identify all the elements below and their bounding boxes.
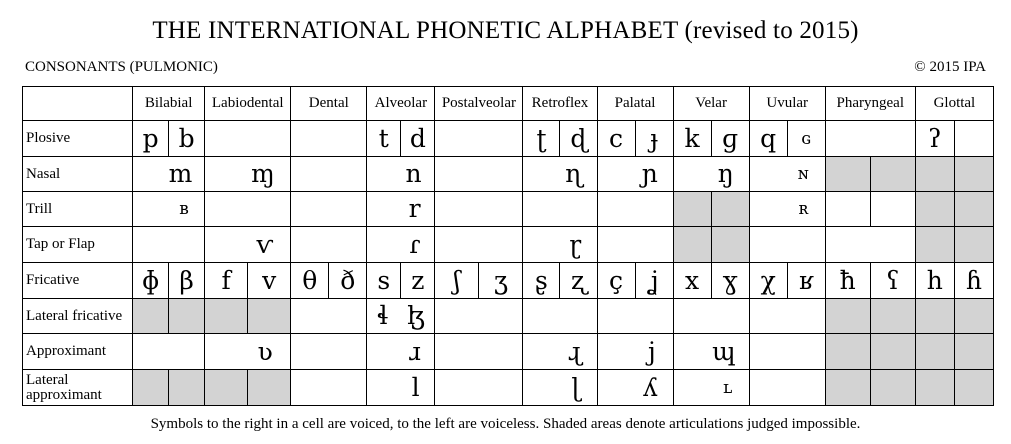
- symbol-cell: ð: [329, 263, 367, 299]
- symbol-cell: ɣ: [711, 263, 749, 299]
- symbol-cell: θ: [291, 263, 329, 299]
- impossible-cell: [133, 370, 169, 406]
- symbol-cell: x: [673, 263, 711, 299]
- symbol-cell: [291, 227, 367, 263]
- symbol-cell: [435, 370, 523, 406]
- impossible-cell: [954, 299, 993, 334]
- row-label: Fricative: [23, 263, 133, 299]
- voiced-symbol: ɾ: [409, 229, 421, 259]
- column-header: Bilabial: [133, 87, 205, 121]
- symbol-cell: [749, 334, 825, 370]
- symbol-cell: [205, 334, 291, 370]
- symbol-cell: ɸ: [133, 263, 169, 299]
- column-header: Glottal: [915, 87, 993, 121]
- voiced-symbol: m: [168, 159, 193, 188]
- impossible-cell: [954, 334, 993, 370]
- symbol-cell: [597, 227, 673, 263]
- symbol-cell: v: [248, 263, 291, 299]
- symbol-cell: [870, 192, 915, 227]
- impossible-cell: [248, 299, 291, 334]
- symbol-cell: [367, 192, 435, 227]
- symbol-cell: [205, 157, 291, 192]
- copyright-label: © 2015 IPA: [914, 59, 986, 75]
- symbol-cell: [367, 157, 435, 192]
- column-header: Uvular: [749, 87, 825, 121]
- voiced-symbol: n: [405, 159, 422, 188]
- symbol-cell: [749, 192, 825, 227]
- symbol-cell: [291, 157, 367, 192]
- column-header: Pharyngeal: [825, 87, 915, 121]
- symbol-cell: [673, 370, 749, 406]
- symbol-cell: [673, 299, 749, 334]
- column-header: Retroflex: [523, 87, 597, 121]
- column-header: Palatal: [597, 87, 673, 121]
- symbol-cell: [523, 157, 597, 192]
- chart-row: [23, 121, 994, 157]
- column-header: Dental: [291, 87, 367, 121]
- voiced-symbol: ɻ: [567, 336, 582, 366]
- impossible-cell: [825, 157, 870, 192]
- voiced-symbol: ŋ: [717, 159, 734, 188]
- voiced-symbol: ɲ: [641, 159, 658, 188]
- symbol-cell: [954, 121, 993, 157]
- symbol-cell: ʃ: [435, 263, 479, 299]
- symbol-cell: [523, 227, 597, 263]
- voiced-symbol: ʙ: [179, 199, 189, 219]
- impossible-cell: [169, 299, 205, 334]
- symbol-cell: [367, 299, 435, 334]
- voiced-symbol: r: [408, 194, 421, 223]
- symbol-cell: ɖ: [560, 121, 597, 157]
- voiced-symbol: ɭ: [571, 372, 581, 402]
- symbol-cell: ɢ: [787, 121, 825, 157]
- symbol-cell: [825, 227, 915, 263]
- impossible-cell: [915, 227, 954, 263]
- symbol-cell: [435, 227, 523, 263]
- impossible-cell: [954, 370, 993, 406]
- chart-row: [23, 192, 994, 227]
- symbol-cell: c: [597, 121, 635, 157]
- chart-row: [23, 157, 994, 192]
- corner-cell: [23, 87, 133, 121]
- symbol-cell: [133, 192, 205, 227]
- symbol-cell: [435, 299, 523, 334]
- symbol-cell: [205, 121, 291, 157]
- voiced-symbol: ʀ: [798, 199, 809, 219]
- symbol-cell: q: [749, 121, 787, 157]
- symbol-cell: ʂ: [523, 263, 560, 299]
- symbol-cell: h: [915, 263, 954, 299]
- symbol-cell: f: [205, 263, 248, 299]
- impossible-cell: [169, 370, 205, 406]
- symbol-cell: ʁ: [787, 263, 825, 299]
- symbol-cell: [523, 334, 597, 370]
- column-header: Velar: [673, 87, 749, 121]
- impossible-cell: [825, 370, 870, 406]
- chart-row: [23, 263, 994, 299]
- symbol-cell: [825, 121, 915, 157]
- impossible-cell: [870, 370, 915, 406]
- voiced-symbol: ɹ: [408, 336, 421, 366]
- chart-row: [23, 334, 994, 370]
- symbol-cell: [435, 192, 523, 227]
- symbol-cell: [673, 157, 749, 192]
- symbol-cell: [435, 157, 523, 192]
- symbol-cell: [291, 192, 367, 227]
- row-label: Plosive: [23, 121, 133, 157]
- symbol-cell: [749, 227, 825, 263]
- symbol-cell: ɟ: [635, 121, 673, 157]
- column-header-row: [23, 87, 994, 121]
- impossible-cell: [248, 370, 291, 406]
- voiced-symbol: ɴ: [797, 164, 809, 184]
- symbol-cell: [291, 121, 367, 157]
- symbol-cell: [597, 192, 673, 227]
- symbol-cell: k: [673, 121, 711, 157]
- impossible-cell: [915, 370, 954, 406]
- row-label: Lateral fricative: [23, 299, 133, 334]
- row-label: Approximant: [23, 334, 133, 370]
- symbol-cell: [291, 334, 367, 370]
- symbol-cell: t: [367, 121, 401, 157]
- impossible-cell: [870, 334, 915, 370]
- chart-row: [23, 227, 994, 263]
- symbol-cell: [597, 334, 673, 370]
- impossible-cell: [915, 192, 954, 227]
- voiced-symbol: ⱱ: [256, 229, 274, 259]
- symbol-cell: [133, 334, 205, 370]
- voiced-symbol: j: [648, 336, 656, 366]
- impossible-cell: [915, 334, 954, 370]
- voiced-symbol: l: [411, 372, 420, 402]
- symbol-cell: [291, 370, 367, 406]
- voiced-symbol: ʋ: [257, 336, 273, 366]
- symbol-cell: d: [401, 121, 435, 157]
- symbol-cell: [749, 157, 825, 192]
- voiced-symbol: ʟ: [722, 377, 733, 398]
- symbol-cell: z: [401, 263, 435, 299]
- impossible-cell: [954, 192, 993, 227]
- impossible-cell: [711, 192, 749, 227]
- symbol-cell: [133, 157, 205, 192]
- symbol-cell: [367, 227, 435, 263]
- symbol-cell: [597, 370, 673, 406]
- symbol-cell: ɡ: [711, 121, 749, 157]
- symbol-cell: [523, 299, 597, 334]
- symbol-cell: ʔ: [915, 121, 954, 157]
- consonant-chart: [22, 86, 994, 406]
- symbol-cell: [825, 192, 870, 227]
- symbol-cell: b: [169, 121, 205, 157]
- symbol-cell: ʕ: [870, 263, 915, 299]
- symbol-cell: χ: [749, 263, 787, 299]
- symbol-cell: [367, 370, 435, 406]
- voiced-symbol: ɰ: [712, 336, 736, 366]
- symbol-cell: [673, 334, 749, 370]
- voiced-symbol: ɮ: [407, 301, 425, 330]
- symbol-cell: [435, 121, 523, 157]
- row-label: Lateral approximant: [23, 370, 133, 406]
- impossible-cell: [205, 370, 248, 406]
- impossible-cell: [673, 192, 711, 227]
- page-title: THE INTERNATIONAL PHONETIC ALPHABET (revised to 2015): [152, 17, 859, 44]
- column-header: Postalveolar: [435, 87, 523, 121]
- symbol-cell: ʝ: [635, 263, 673, 299]
- symbol-cell: p: [133, 121, 169, 157]
- symbol-cell: [749, 370, 825, 406]
- impossible-cell: [915, 299, 954, 334]
- impossible-cell: [954, 227, 993, 263]
- symbol-cell: ç: [597, 263, 635, 299]
- impossible-cell: [954, 157, 993, 192]
- symbol-cell: [205, 192, 291, 227]
- row-label: Tap or Flap: [23, 227, 133, 263]
- section-label: CONSONANTS (PULMONIC): [25, 59, 218, 75]
- voiced-symbol: ɽ: [569, 229, 582, 259]
- impossible-cell: [205, 299, 248, 334]
- voiced-symbol: ɳ: [565, 159, 583, 188]
- symbol-cell: [367, 334, 435, 370]
- impossible-cell: [915, 157, 954, 192]
- symbol-cell: ʐ: [560, 263, 597, 299]
- voiced-symbol: ɱ: [251, 159, 275, 188]
- impossible-cell: [825, 299, 870, 334]
- symbol-cell: ʈ: [523, 121, 560, 157]
- chart-row: [23, 299, 994, 334]
- voiced-symbol: ʎ: [643, 372, 658, 402]
- symbol-cell: [597, 299, 673, 334]
- symbol-cell: β: [169, 263, 205, 299]
- symbol-cell: [435, 334, 523, 370]
- symbol-cell: [597, 157, 673, 192]
- symbol-cell: [523, 370, 597, 406]
- symbol-cell: [133, 227, 205, 263]
- impossible-cell: [133, 299, 169, 334]
- symbol-cell: s: [367, 263, 401, 299]
- column-header: Labiodental: [205, 87, 291, 121]
- symbol-cell: [291, 299, 367, 334]
- chart-row: [23, 370, 994, 406]
- impossible-cell: [870, 299, 915, 334]
- row-label: Trill: [23, 192, 133, 227]
- footer-note: Symbols to the right in a cell are voiced, to the left are voiceless. Shaded areas denote articulations judged impossible.: [150, 416, 861, 432]
- symbol-cell: [749, 299, 825, 334]
- symbol-cell: ħ: [825, 263, 870, 299]
- row-label: Nasal: [23, 157, 133, 192]
- column-header: Alveolar: [367, 87, 435, 121]
- symbol-cell: [205, 227, 291, 263]
- impossible-cell: [673, 227, 711, 263]
- symbol-cell: ʒ: [479, 263, 523, 299]
- impossible-cell: [825, 334, 870, 370]
- symbol-cell: [523, 192, 597, 227]
- symbol-cell: ɦ: [954, 263, 993, 299]
- voiceless-symbol: ɬ: [376, 301, 389, 330]
- impossible-cell: [711, 227, 749, 263]
- impossible-cell: [870, 157, 915, 192]
